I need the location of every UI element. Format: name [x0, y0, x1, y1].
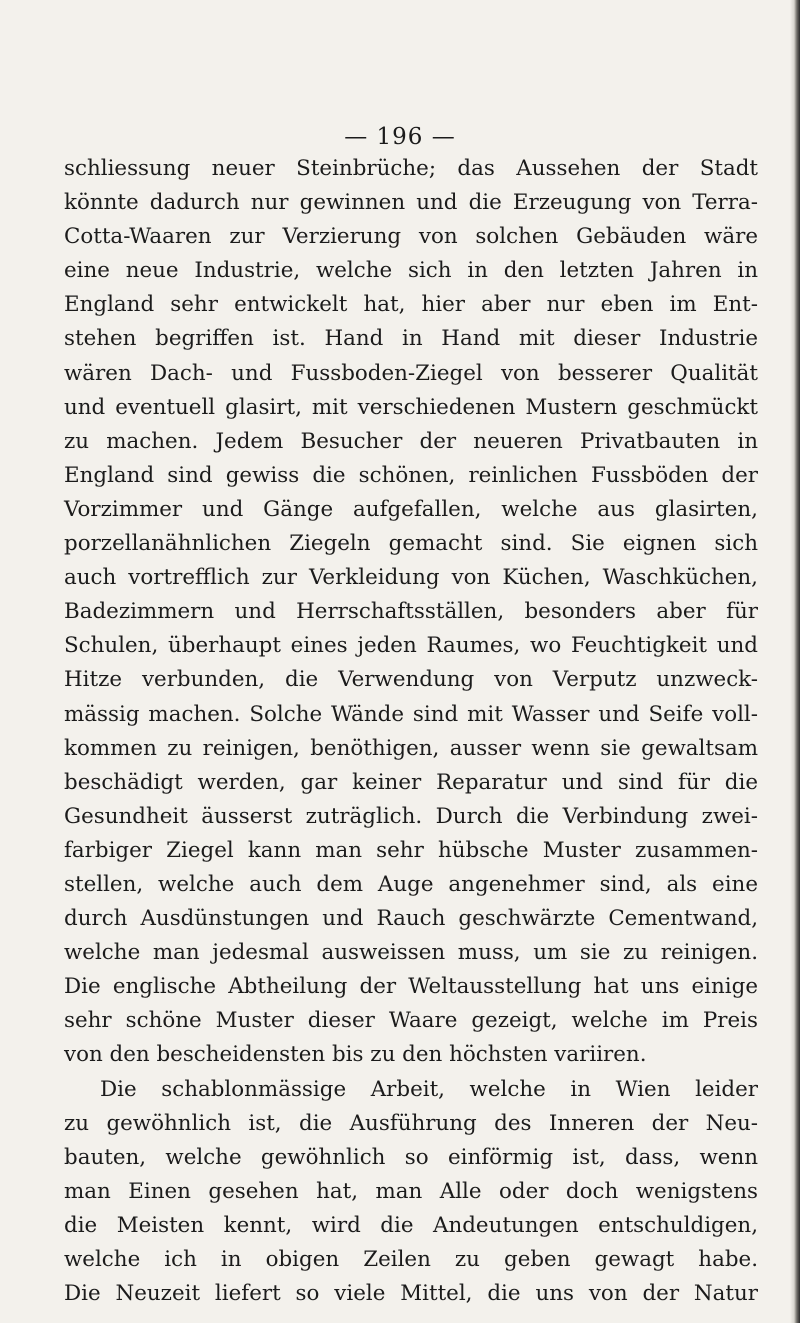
text-line: Vorzimmer und Gänge aufgefallen, welche aus glasirten,	[64, 496, 758, 522]
text-line: durch Ausdünstungen und Rauch geschwärzte Cementwand,	[64, 906, 758, 932]
text-line: beschädigt werden, gar keiner Reparatur und sind für die	[64, 769, 758, 795]
text-line: Cotta-Waaren zur Verzierung von solchen Gebäuden wäre	[64, 224, 758, 250]
text-line: schliessung neuer Steinbrüche; das Aussehen der Stadt	[64, 156, 758, 181]
text-line: könnte dadurch nur gewinnen und die Erzeugung von Terra-	[64, 190, 758, 216]
text-line: stehen begriffen ist. Hand in Hand mit dieser Industrie	[64, 326, 758, 352]
text-line: mässig machen. Solche Wände sind mit Wasser und Seife voll-	[64, 701, 758, 727]
running-header: — 196 —	[344, 124, 456, 150]
text-line: zu gewöhnlich ist, die Ausführung des Inneren der Neu-	[64, 1110, 758, 1136]
text-line: welche man jedesmal ausweissen muss, um sie zu reinigen.	[64, 940, 758, 966]
text-line: Gesundheit äusserst zuträglich. Durch die Verbindung zwei-	[64, 803, 758, 829]
text-line: man Einen gesehen hat, man Alle oder doch wenigstens	[64, 1178, 758, 1204]
text-line: stellen, welche auch dem Auge angenehmer sind, als eine	[64, 871, 758, 897]
text-line: Die schablonmässige Arbeit, welche in Wien leider	[100, 1076, 758, 1102]
text-line: England sehr entwickelt hat, hier aber nur eben im Ent-	[64, 292, 758, 318]
text-line: die Meisten kennt, wird die Andeutungen entschuldigen,	[64, 1212, 758, 1238]
text-line: wären Dach- und Fussboden-Ziegel von besserer Qualität	[64, 360, 758, 386]
text-line: auch vortrefflich zur Verkleidung von Küchen, Waschküchen,	[64, 565, 758, 591]
text-line: England sind gewiss die schönen, reinlichen Fussböden der	[64, 462, 758, 488]
text-line: Badezimmern und Herrschaftsställen, besonders aber für	[64, 599, 758, 625]
text-line: kommen zu reinigen, benöthigen, ausser wenn sie gewaltsam	[64, 735, 758, 761]
page-edge-shadow	[790, 0, 800, 1323]
text-line: Hitze verbunden, die Verwendung von Verputz unzweck-	[64, 667, 758, 693]
text-line: eine neue Industrie, welche sich in den letzten Jahren in	[64, 258, 758, 284]
body-text	[64, 152, 758, 1311]
text-line: welche ich in obigen Zeilen zu geben gewagt habe.	[64, 1247, 758, 1272]
text-line: porzellanähnlichen Ziegeln gemacht sind. Sie eignen sich	[64, 531, 758, 557]
text-line: zu machen. Jedem Besucher der neueren Privatbauten in	[64, 428, 758, 454]
text-line: Schulen, überhaupt eines jeden Raumes, wo Feuchtigkeit und	[64, 633, 758, 659]
text-line: bauten, welche gewöhnlich so einförmig ist, dass, wenn	[64, 1144, 758, 1170]
text-line: Die englische Abtheilung der Weltausstellung hat uns einige	[64, 974, 758, 1000]
text-line: farbiger Ziegel kann man sehr hübsche Muster zusammen-	[64, 837, 758, 863]
text-line: und eventuell glasirt, mit verschiedenen Mustern geschmückt	[64, 394, 758, 420]
text-line: von den bescheidensten bis zu den höchsten variiren.	[64, 1042, 647, 1068]
text-line: sehr schöne Muster dieser Waare gezeigt, welche im Preis	[64, 1008, 758, 1034]
text-line: Die Neuzeit liefert so viele Mittel, die uns von der Natur	[64, 1281, 758, 1307]
